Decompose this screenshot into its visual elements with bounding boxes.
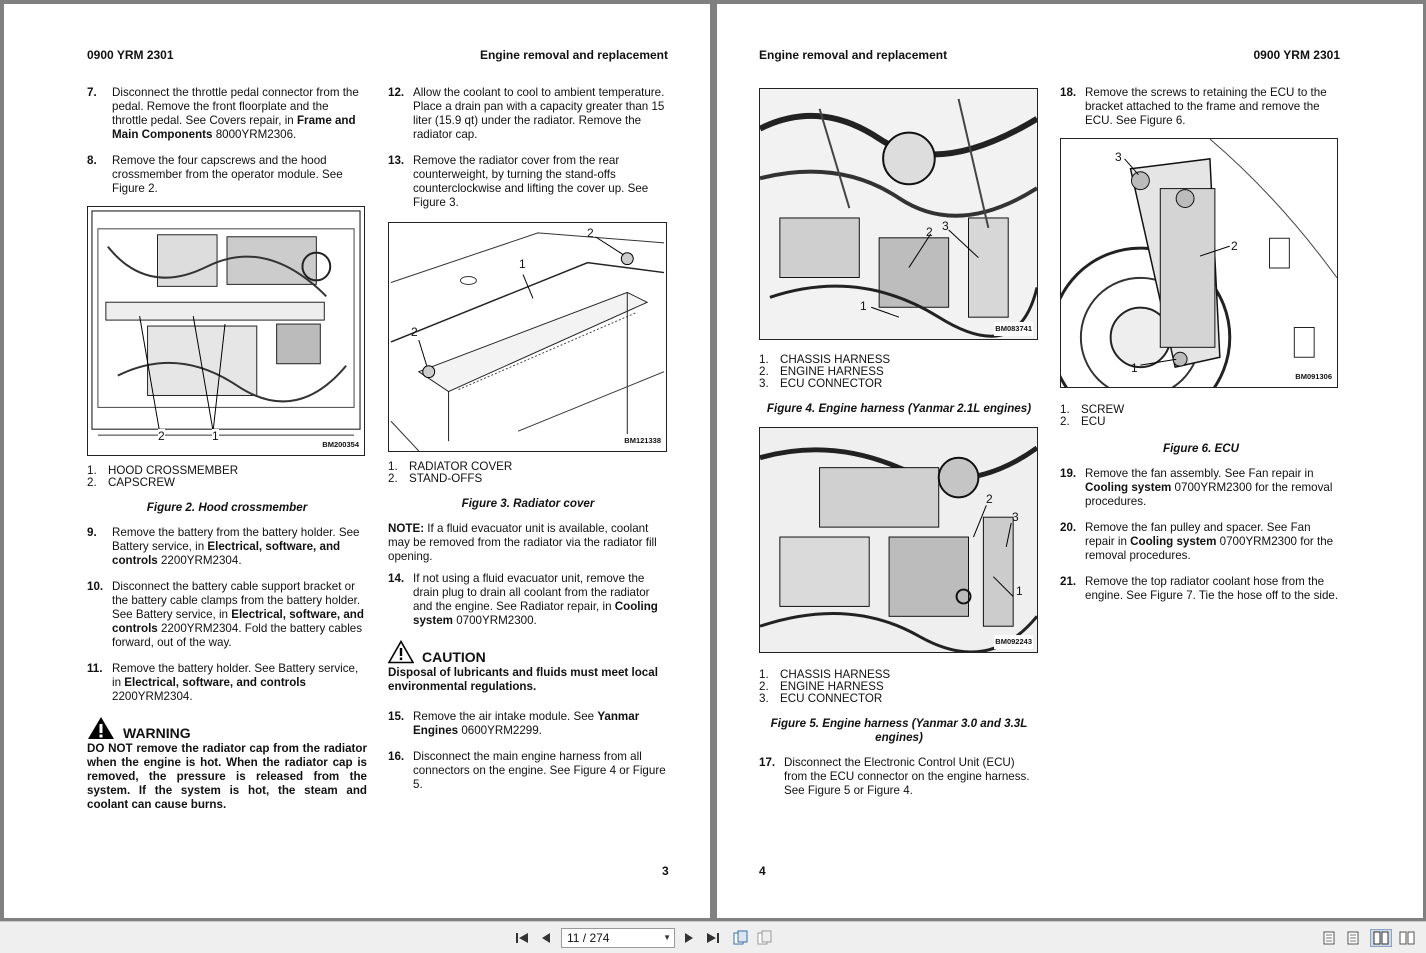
- figure-3-legend: [388, 461, 668, 485]
- callout-label: 1: [1131, 361, 1138, 375]
- figure-2-image: [87, 206, 365, 456]
- figure-code: BM092243: [994, 635, 1033, 649]
- warning-text: DO NOT remove the radiator cap from the radiator when the engine is hot. When the radiator cap is removed, the pressure is released from the system. If the system is hot, the steam and coolant can cause burns.: [87, 742, 367, 811]
- viewer-toolbar: [0, 921, 1426, 953]
- list-item: 2. ENGINE HARNESS: [759, 680, 884, 693]
- list-item: 2. CAPSCREW: [87, 476, 175, 489]
- figure-4-caption: Figure 4. Engine harness (Yanmar 2.1L engines): [766, 402, 1032, 415]
- figure-code: BM200354: [321, 438, 360, 452]
- fit-page-icon[interactable]: [731, 929, 751, 947]
- figure-2-legend: [87, 465, 367, 489]
- callout-label: 2: [411, 325, 418, 339]
- callout-label: 2: [158, 429, 165, 443]
- step-7: 7. Disconnect the throttle pedal connector from the pedal. Remove the front floorplate and the throttle pedal. See Covers repair, in Frame and Main Components 8000YRM2306.: [87, 86, 359, 141]
- step-14: 14. If not using a fluid evacuator unit, remove the drain plug to drain all coolant from the radiator and the engine. See Radiator repair, in Cooling system 0700YRM2300.: [388, 572, 658, 627]
- page-number: 3: [662, 864, 669, 878]
- page-number: 4: [759, 864, 766, 878]
- callout-label: 2: [986, 492, 993, 506]
- step-18: 18. Remove the screws to retaining the ECU to the bracket attached to the frame and remove the ECU. See Figure 6.: [1060, 86, 1327, 127]
- list-item: 3. ECU CONNECTOR: [759, 692, 883, 705]
- page-number-select[interactable]: 11 / 274 ▼: [561, 928, 675, 948]
- list-item: 3. ECU CONNECTOR: [759, 377, 883, 390]
- step-21: 21. Remove the top radiator coolant hose from the engine. See Figure 7. Tie the hose off to the side.: [1060, 575, 1339, 602]
- callout-label: 1: [1016, 584, 1023, 598]
- warning-icon: [87, 716, 115, 740]
- right-column-2: [1060, 86, 1342, 615]
- figure-3-image: [388, 222, 667, 452]
- step-8: 8. Remove the four capscrews and the hood crossmember from the operator module. See Figure 2.: [87, 154, 343, 195]
- list-item: 2. ECU: [1060, 415, 1106, 428]
- left-column-1: [87, 86, 367, 828]
- next-page-icon[interactable]: [679, 929, 699, 947]
- two-page-continuous-view-icon[interactable]: [1398, 929, 1416, 947]
- callout-label: 3: [1115, 150, 1122, 164]
- list-item: 2. STAND-OFFS: [388, 472, 483, 485]
- figure-4-image: [759, 88, 1038, 340]
- callout-label: 3: [942, 219, 949, 233]
- figure-6-caption: Figure 6. ECU: [1162, 442, 1240, 455]
- step-15: 15. Remove the air intake module. See Yanmar Engines 0600YRM2299.: [388, 710, 640, 737]
- left-column-2: [388, 86, 668, 804]
- caution-icon: [388, 640, 414, 664]
- step-9: 9. Remove the battery from the battery holder. See Battery service, in Electrical, software, and controls 2200YRM2304.: [87, 526, 360, 567]
- figure-5-caption: Figure 5. Engine harness (Yanmar 3.0 and 3.3L engines): [770, 717, 1028, 744]
- figure-6-legend: [1060, 404, 1342, 428]
- section-title-header: Engine removal and replacement: [479, 48, 668, 62]
- step-19: 19. Remove the fan assembly. See Fan repair in Cooling system 0700YRM2300 for the removal procedures.: [1060, 467, 1333, 508]
- caution-heading: CAUTION: [388, 640, 668, 664]
- figure-4-legend: [759, 354, 1039, 390]
- single-page-view-icon[interactable]: [1320, 929, 1338, 947]
- list-item: 2. ENGINE HARNESS: [759, 365, 884, 378]
- figure-6-image: [1060, 138, 1338, 388]
- warning-heading: WARNING: [87, 716, 367, 740]
- caution-text: Disposal of lubricants and fluids must meet local environmental regulations.: [388, 666, 658, 693]
- right-column-1: [759, 88, 1039, 810]
- step-13: 13. Remove the radiator cover from the rear counterweight, by turning the stand-offs counterclockwise and lifting the cover up. See Figure 3.: [388, 154, 649, 209]
- step-12: 12. Allow the coolant to cool to ambient temperature. Place a drain pan with a capacity greater than 15 liter (15.9 qt) under the radiator. Remove the radiator cap.: [388, 86, 665, 141]
- list-item: 1. CHASSIS HARNESS: [759, 353, 891, 366]
- figure-code: BM121338: [623, 434, 662, 448]
- doc-code-header: 0900 YRM 2301: [87, 48, 174, 62]
- note-paragraph: NOTE: If a fluid evacuator unit is available, coolant may be removed from the radiator via the radiator fill opening.: [388, 522, 657, 563]
- two-page-view-icon[interactable]: [1370, 929, 1392, 947]
- list-item: 1. HOOD CROSSMEMBER: [87, 464, 239, 477]
- figure-5-image: [759, 427, 1038, 653]
- list-item: 1. RADIATOR COVER: [388, 460, 513, 473]
- figure-code: BM083741: [994, 322, 1033, 336]
- first-page-icon[interactable]: [512, 929, 532, 947]
- doc-code-header: 0900 YRM 2301: [1253, 48, 1340, 62]
- callout-label: 1: [519, 257, 526, 271]
- document-page-4: [717, 4, 1423, 918]
- callout-label: 2: [1231, 239, 1238, 253]
- figure-3-caption: Figure 3. Radiator cover: [461, 497, 595, 510]
- list-item: 1. SCREW: [1060, 403, 1125, 416]
- step-11: 11. Remove the battery holder. See Battery service, in Electrical, software, and controls 2200YRM2304.: [87, 662, 359, 703]
- last-page-icon[interactable]: [703, 929, 723, 947]
- step-17: 17. Disconnect the Electronic Control Unit (ECU) from the ECU connector on the engine harness. See Figure 5 or Figure 4.: [759, 756, 1030, 797]
- list-item: 1. CHASSIS HARNESS: [759, 668, 891, 681]
- figure-5-legend: [759, 669, 1039, 705]
- callout-label: 2: [587, 226, 594, 240]
- chevron-down-icon: ▼: [663, 933, 671, 942]
- step-16: 16. Disconnect the main engine harness from all connectors on the engine. See Figure 4 or Figure 5.: [388, 750, 666, 791]
- figure-code: BM091306: [1294, 370, 1333, 384]
- section-title-header: Engine removal and replacement: [759, 48, 948, 62]
- callout-label: 1: [212, 429, 219, 443]
- fit-width-icon[interactable]: [755, 929, 775, 947]
- document-page-3: [4, 4, 710, 918]
- callout-label: 1: [860, 299, 867, 313]
- callout-label: 3: [1012, 510, 1019, 524]
- previous-page-icon[interactable]: [536, 929, 556, 947]
- step-10: 10. Disconnect the battery cable support bracket or the battery cable clamps from the battery holder. See Battery service, in Electrical, software, and controls 2200YRM2304. Fold the battery cables forward, out of the way.: [87, 580, 364, 649]
- step-20: 20. Remove the fan pulley and spacer. See Fan repair in Cooling system 0700YRM2300 for the removal procedures.: [1060, 521, 1334, 562]
- figure-2-caption: Figure 2. Hood crossmember: [146, 501, 308, 514]
- callout-label: 2: [926, 225, 933, 239]
- continuous-view-icon[interactable]: [1344, 929, 1362, 947]
